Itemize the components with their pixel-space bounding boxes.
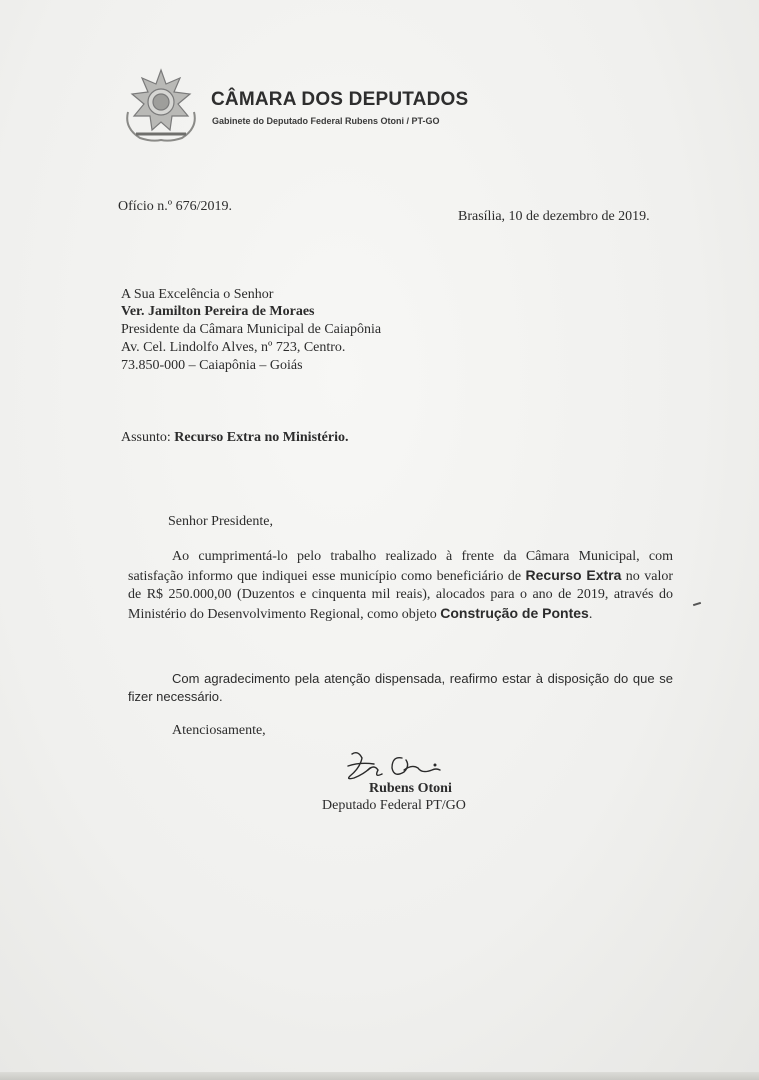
letter-reference: Ofício n.º 676/2019. — [118, 199, 232, 214]
subject-text: Recurso Extra no Ministério. — [174, 430, 349, 445]
recipient-role: Presidente da Câmara Municipal de Caiapônia — [121, 322, 382, 337]
body-paragraph-1 — [128, 548, 673, 624]
office-subtitle: Gabinete do Deputado Federal Rubens Otoni / PT-GO — [212, 116, 440, 126]
body1-part-c: no valor de R$ 250.000,00 (Duzentos e cinquenta mil reais), alocados para o ano de 2019, através do Ministério do Desenvolvimento Regional, como objeto — [128, 569, 673, 622]
greeting: Senhor Presidente, — [168, 514, 273, 529]
body1-highlight-resource: Recurso Extra — [525, 567, 622, 583]
body1-highlight-object: Construção de Pontes — [440, 605, 589, 621]
recipient-name: Ver. Jamilton Pereira de Moraes — [121, 304, 315, 319]
coat-of-arms-seal — [118, 66, 204, 146]
margin-mark — [693, 602, 701, 606]
subject-label: Assunto: — [121, 430, 171, 445]
body-paragraph-2: Com agradecimento pela atenção dispensada, reafirmo estar à disposição do que se fizer necessário. — [128, 671, 673, 704]
recipient-address: Av. Cel. Lindolfo Alves, nº 723, Centro. — [121, 340, 346, 355]
body1-part-a: Ao cumprimentá-lo pelo trabalho realizado à frente da Câmara Municipal, com satisfação informo que indiquei esse município como beneficiário de — [128, 549, 673, 584]
signer-title: Deputado Federal PT/GO — [322, 798, 466, 813]
signer-name: Rubens Otoni — [369, 781, 452, 796]
institution-title: CÂMARA DOS DEPUTADOS — [211, 89, 469, 110]
recipient-city: 73.850-000 – Caiapônia – Goiás — [121, 358, 303, 373]
body1-part-e: . — [588, 607, 593, 622]
place-date: Brasília, 10 de dezembro de 2019. — [458, 209, 650, 224]
table-edge — [0, 1072, 759, 1080]
recipient-salutation: A Sua Excelência o Senhor — [121, 287, 274, 302]
closing: Atenciosamente, — [172, 723, 266, 738]
subject-line — [121, 430, 349, 446]
